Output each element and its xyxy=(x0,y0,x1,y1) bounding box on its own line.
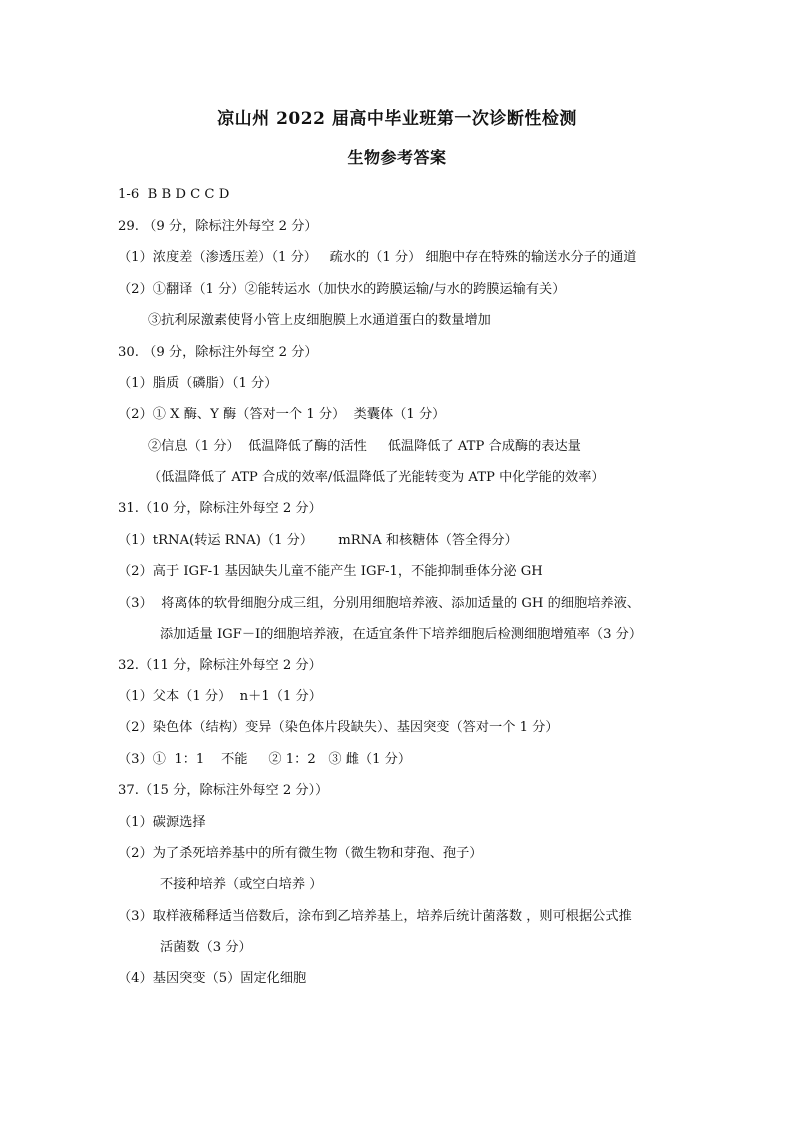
answer-line: （1）脂质（磷脂）（1 分） xyxy=(118,376,278,391)
answer-line: （1）浓度差（渗透压差）（1 分） 疏水的（1 分） 细胞中存在特殊的输送水分子的通道 xyxy=(118,250,637,265)
answer-line: 不接种培养（或空白培养 ） xyxy=(160,877,323,892)
question-heading: 37.（15 分，除标注外每空 2 分）） xyxy=(118,783,329,798)
answer-line: （2）高于 IGF-1 基因缺失儿童不能产生 IGF-1，不能抑制垂体分泌 GH xyxy=(118,564,543,579)
answer-line: （1）父本（1 分） n＋1（1 分） xyxy=(118,689,322,704)
answer-line: 添加适量 IGF－Ⅰ的细胞培养液，在适宜条件下培养细胞后检测细胞增殖率（3 分） xyxy=(160,627,643,642)
answer-line: （3） 将离体的软骨细胞分成三组，分别用细胞培养液、添加适量的 GH 的细胞培养液、 xyxy=(118,596,640,611)
page-subtitle: 生物参考答案 xyxy=(347,148,447,167)
answer-line: 1-6 B B D C C D xyxy=(118,187,230,202)
question-heading: 29. （9 分，除标注外每空 2 分） xyxy=(118,219,318,234)
answer-line: 活菌数（3 分） xyxy=(160,940,252,955)
answer-line: （3）取样液稀释适当倍数后，涂布到乙培养基上，培养后统计菌落数 ，则可根据公式推 xyxy=(118,909,632,924)
answer-line: （低温降低了 ATP 合成的效率/低温降低了光能转变为 ATP 中化学能的效率） xyxy=(148,470,605,485)
question-heading: 31.（10 分，除标注外每空 2 分） xyxy=(118,501,322,516)
answer-line: （2）染色体（结构）变异（染色体片段缺失）、基因突变（答对一个 1 分） xyxy=(118,720,559,735)
answer-line: ②信息（1 分） 低温降低了酶的活性 低温降低了 ATP 合成酶的表达量 xyxy=(148,439,581,454)
answer-line: （4）基因突变（5）固定化细胞 xyxy=(118,971,307,986)
answer-line: （1）tRNA(转运 RNA)（1 分） mRNA 和核糖体（答全得分） xyxy=(118,533,518,548)
page-title: 凉山州 2022 届高中毕业班第一次诊断性检测 xyxy=(217,109,577,129)
question-heading: 30. （9 分，除标注外每空 2 分） xyxy=(118,345,318,360)
answer-line: （1）碳源选择 xyxy=(118,815,206,830)
answer-line: （2）为了杀死培养基中的所有微生物（微生物和芽孢、孢子） xyxy=(118,846,483,861)
answer-line: ③抗利尿激素使肾小管上皮细胞膜上水通道蛋白的数量增加 xyxy=(148,313,491,328)
question-heading: 32.（11 分，除标注外每空 2 分） xyxy=(118,658,322,673)
answer-line: （3）① 1：1 不能 ② 1：2 ③ 雌（1 分） xyxy=(118,752,412,767)
answer-line: （2）①翻译（1 分）②能转运水（加快水的跨膜运输/与水的跨膜运输有关） xyxy=(118,282,566,297)
answer-line: （2）① X 酶、Y 酶（答对一个 1 分） 类囊体（1 分） xyxy=(118,407,446,422)
